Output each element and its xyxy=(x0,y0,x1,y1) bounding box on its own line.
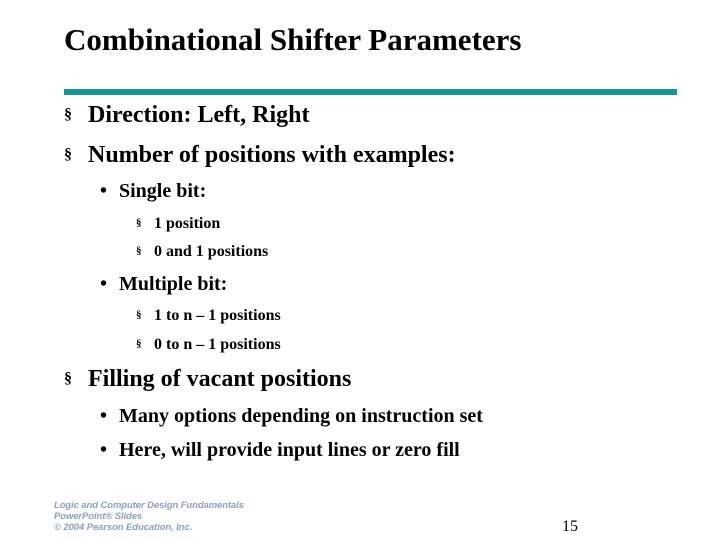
sub-sub-bullet-1-to-n-minus-1 xyxy=(136,307,281,325)
bullet-marker: § xyxy=(136,338,142,350)
bullet-marker: • xyxy=(100,180,108,202)
bullet-text: 0 and 1 positions xyxy=(154,243,269,260)
bullet-text: Multiple bit: xyxy=(119,273,228,295)
sub-bullet-single-bit xyxy=(100,180,206,203)
bullet-marker: § xyxy=(64,106,72,123)
sub-bullet-here-will-provide xyxy=(100,439,460,462)
slide-title: Combinational Shifter Parameters xyxy=(64,22,522,57)
bullet-text: 1 position xyxy=(154,215,221,232)
bullet-marker: § xyxy=(64,146,72,163)
footer-line-copyright: © 2004 Pearson Education, Inc. xyxy=(54,522,193,533)
page-number: 15 xyxy=(562,518,578,535)
bullet-marker: • xyxy=(100,405,108,427)
bullet-marker: § xyxy=(136,309,142,321)
footer-line-slides: PowerPoint® Slides xyxy=(54,511,143,522)
bullet-text: 1 to n – 1 positions xyxy=(154,307,281,324)
bullet-text: Many options depending on instruction set xyxy=(119,405,483,427)
bullet-filling-vacant-positions xyxy=(64,366,351,393)
bullet-text: Direction: Left, Right xyxy=(88,102,310,128)
publisher-footer xyxy=(54,500,244,533)
bullet-text: Here, will provide input lines or zero fill xyxy=(119,439,460,461)
bullet-direction xyxy=(64,102,310,129)
bullet-marker: § xyxy=(136,217,142,229)
footer-line-title: Logic and Computer Design Fundamentals xyxy=(54,500,244,511)
bullet-text: 0 to n – 1 positions xyxy=(154,336,281,353)
bullet-text: Filling of vacant positions xyxy=(88,366,352,392)
sub-bullet-multiple-bit xyxy=(100,273,227,296)
bullet-marker: • xyxy=(100,273,108,295)
sub-sub-bullet-1-position xyxy=(136,215,220,233)
bullet-marker: § xyxy=(136,245,142,257)
sub-bullet-many-options xyxy=(100,405,483,428)
bullet-marker: • xyxy=(100,439,108,461)
sub-sub-bullet-0-to-n-minus-1 xyxy=(136,336,281,354)
title-divider xyxy=(64,89,677,95)
bullet-text: Number of positions with examples: xyxy=(88,142,456,168)
bullet-number-of-positions xyxy=(64,142,456,169)
bullet-marker: § xyxy=(64,370,72,387)
sub-sub-bullet-0-and-1-positions xyxy=(136,243,268,261)
bullet-text: Single bit: xyxy=(119,180,207,202)
